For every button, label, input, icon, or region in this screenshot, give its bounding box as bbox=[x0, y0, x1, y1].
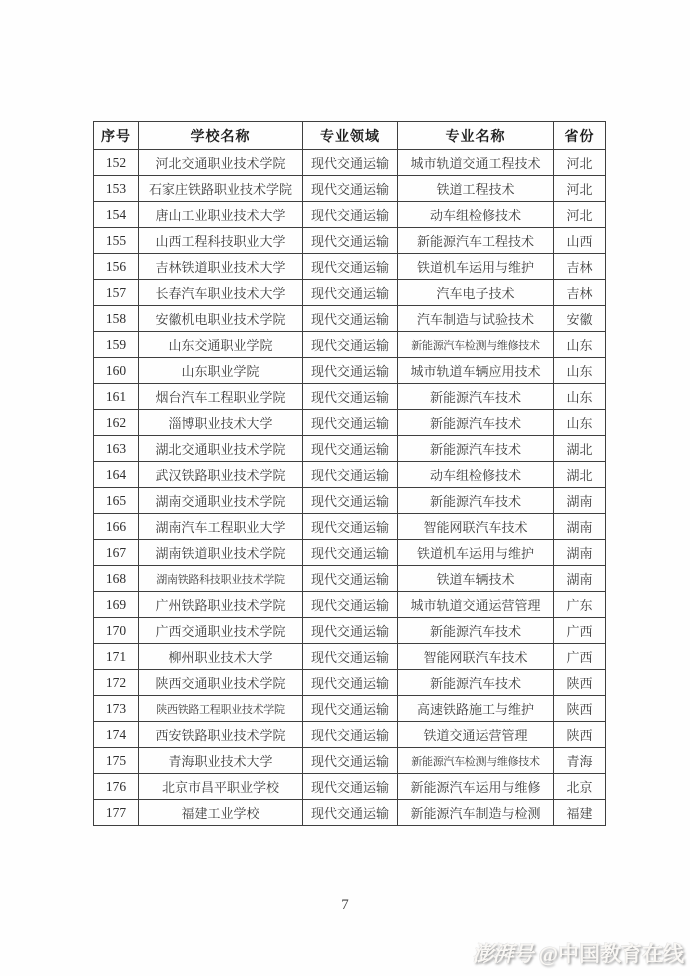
cell-field: 现代交通运输 bbox=[303, 384, 398, 410]
cell-school: 西安铁路职业技术学院 bbox=[139, 722, 303, 748]
cell-field: 现代交通运输 bbox=[303, 410, 398, 436]
cell-major: 新能源汽车技术 bbox=[398, 618, 554, 644]
cell-seq: 170 bbox=[94, 618, 139, 644]
page-number: 7 bbox=[341, 897, 349, 913]
cell-school: 吉林铁道职业技术大学 bbox=[139, 254, 303, 280]
cell-province: 陕西 bbox=[554, 696, 606, 722]
column-header-province: 省份 bbox=[554, 122, 606, 150]
cell-field: 现代交通运输 bbox=[303, 150, 398, 176]
table-row bbox=[94, 488, 606, 514]
cell-seq: 155 bbox=[94, 228, 139, 254]
column-header-school: 学校名称 bbox=[139, 122, 303, 150]
table-row bbox=[94, 514, 606, 540]
table-row bbox=[94, 462, 606, 488]
cell-province: 吉林 bbox=[554, 254, 606, 280]
cell-seq: 164 bbox=[94, 462, 139, 488]
cell-province: 河北 bbox=[554, 176, 606, 202]
cell-school: 湖北交通职业技术学院 bbox=[139, 436, 303, 462]
cell-seq: 157 bbox=[94, 280, 139, 306]
cell-province: 陕西 bbox=[554, 722, 606, 748]
cell-school: 长春汽车职业技术大学 bbox=[139, 280, 303, 306]
cell-school: 湖南铁道职业技术学院 bbox=[139, 540, 303, 566]
table-body bbox=[94, 150, 606, 826]
cell-major: 智能网联汽车技术 bbox=[398, 644, 554, 670]
cell-seq: 165 bbox=[94, 488, 139, 514]
cell-major: 动车组检修技术 bbox=[398, 462, 554, 488]
cell-major: 汽车制造与试验技术 bbox=[398, 306, 554, 332]
cell-school: 柳州职业技术大学 bbox=[139, 644, 303, 670]
cell-province: 湖南 bbox=[554, 488, 606, 514]
watermark-brand-logo: 澎湃号 bbox=[472, 942, 533, 966]
cell-field: 现代交通运输 bbox=[303, 618, 398, 644]
table-row bbox=[94, 722, 606, 748]
cell-school: 湖南铁路科技职业技术学院 bbox=[139, 566, 303, 592]
cell-province: 广东 bbox=[554, 592, 606, 618]
table-row bbox=[94, 618, 606, 644]
cell-school: 青海职业技术大学 bbox=[139, 748, 303, 774]
table-row bbox=[94, 150, 606, 176]
cell-major: 铁道车辆技术 bbox=[398, 566, 554, 592]
cell-seq: 158 bbox=[94, 306, 139, 332]
table-row bbox=[94, 644, 606, 670]
table-row bbox=[94, 176, 606, 202]
cell-seq: 159 bbox=[94, 332, 139, 358]
cell-school: 石家庄铁路职业技术学院 bbox=[139, 176, 303, 202]
cell-major: 新能源汽车运用与维修 bbox=[398, 774, 554, 800]
table-row bbox=[94, 332, 606, 358]
cell-province: 北京 bbox=[554, 774, 606, 800]
cell-seq: 163 bbox=[94, 436, 139, 462]
cell-school: 山西工程科技职业大学 bbox=[139, 228, 303, 254]
cell-seq: 173 bbox=[94, 696, 139, 722]
cell-seq: 153 bbox=[94, 176, 139, 202]
cell-seq: 154 bbox=[94, 202, 139, 228]
cell-field: 现代交通运输 bbox=[303, 774, 398, 800]
cell-seq: 156 bbox=[94, 254, 139, 280]
cell-school: 安徽机电职业技术学院 bbox=[139, 306, 303, 332]
cell-school: 山东交通职业学院 bbox=[139, 332, 303, 358]
cell-seq: 177 bbox=[94, 800, 139, 826]
watermark-account-label: @中国教育在线 bbox=[538, 942, 684, 966]
cell-seq: 162 bbox=[94, 410, 139, 436]
cell-school: 武汉铁路职业技术学院 bbox=[139, 462, 303, 488]
cell-major: 新能源汽车制造与检测 bbox=[398, 800, 554, 826]
cell-field: 现代交通运输 bbox=[303, 332, 398, 358]
cell-field: 现代交通运输 bbox=[303, 722, 398, 748]
cell-school: 唐山工业职业技术大学 bbox=[139, 202, 303, 228]
cell-field: 现代交通运输 bbox=[303, 280, 398, 306]
table-header-row bbox=[94, 122, 606, 150]
cell-seq: 171 bbox=[94, 644, 139, 670]
cell-province: 山西 bbox=[554, 228, 606, 254]
cell-province: 湖南 bbox=[554, 540, 606, 566]
cell-major: 智能网联汽车技术 bbox=[398, 514, 554, 540]
cell-province: 湖南 bbox=[554, 566, 606, 592]
cell-province: 山东 bbox=[554, 332, 606, 358]
cell-seq: 161 bbox=[94, 384, 139, 410]
column-header-seq: 序号 bbox=[94, 122, 139, 150]
table-row bbox=[94, 358, 606, 384]
cell-province: 青海 bbox=[554, 748, 606, 774]
cell-major: 新能源汽车技术 bbox=[398, 670, 554, 696]
cell-major: 高速铁路施工与维护 bbox=[398, 696, 554, 722]
cell-school: 山东职业学院 bbox=[139, 358, 303, 384]
cell-field: 现代交通运输 bbox=[303, 696, 398, 722]
cell-field: 现代交通运输 bbox=[303, 540, 398, 566]
cell-major: 城市轨道交通工程技术 bbox=[398, 150, 554, 176]
cell-province: 河北 bbox=[554, 150, 606, 176]
table-row bbox=[94, 254, 606, 280]
cell-province: 湖北 bbox=[554, 462, 606, 488]
cell-school: 烟台汽车工程职业学院 bbox=[139, 384, 303, 410]
cell-seq: 169 bbox=[94, 592, 139, 618]
cell-province: 湖北 bbox=[554, 436, 606, 462]
cell-seq: 152 bbox=[94, 150, 139, 176]
cell-province: 湖南 bbox=[554, 514, 606, 540]
cell-major: 新能源汽车技术 bbox=[398, 436, 554, 462]
cell-major: 铁道工程技术 bbox=[398, 176, 554, 202]
cell-major: 新能源汽车检测与维修技术 bbox=[398, 748, 554, 774]
cell-field: 现代交通运输 bbox=[303, 462, 398, 488]
table-row bbox=[94, 748, 606, 774]
cell-field: 现代交通运输 bbox=[303, 592, 398, 618]
table-row bbox=[94, 774, 606, 800]
cell-field: 现代交通运输 bbox=[303, 800, 398, 826]
cell-school: 河北交通职业技术学院 bbox=[139, 150, 303, 176]
cell-school: 广西交通职业技术学院 bbox=[139, 618, 303, 644]
cell-seq: 172 bbox=[94, 670, 139, 696]
cell-province: 福建 bbox=[554, 800, 606, 826]
cell-major: 城市轨道车辆应用技术 bbox=[398, 358, 554, 384]
cell-school: 陕西交通职业技术学院 bbox=[139, 670, 303, 696]
cell-major: 汽车电子技术 bbox=[398, 280, 554, 306]
cell-field: 现代交通运输 bbox=[303, 488, 398, 514]
cell-province: 山东 bbox=[554, 410, 606, 436]
cell-seq: 166 bbox=[94, 514, 139, 540]
cell-field: 现代交通运输 bbox=[303, 254, 398, 280]
cell-seq: 160 bbox=[94, 358, 139, 384]
table-row bbox=[94, 540, 606, 566]
cell-field: 现代交通运输 bbox=[303, 670, 398, 696]
cell-field: 现代交通运输 bbox=[303, 228, 398, 254]
cell-school: 湖南汽车工程职业大学 bbox=[139, 514, 303, 540]
table-row bbox=[94, 410, 606, 436]
column-header-field: 专业领域 bbox=[303, 122, 398, 150]
cell-province: 吉林 bbox=[554, 280, 606, 306]
cell-field: 现代交通运输 bbox=[303, 566, 398, 592]
cell-major: 铁道交通运营管理 bbox=[398, 722, 554, 748]
cell-major: 新能源汽车技术 bbox=[398, 410, 554, 436]
cell-major: 铁道机车运用与维护 bbox=[398, 254, 554, 280]
cell-school: 淄博职业技术大学 bbox=[139, 410, 303, 436]
table-row bbox=[94, 280, 606, 306]
table-row bbox=[94, 436, 606, 462]
cell-school: 湖南交通职业技术学院 bbox=[139, 488, 303, 514]
cell-field: 现代交通运输 bbox=[303, 306, 398, 332]
cell-province: 安徽 bbox=[554, 306, 606, 332]
cell-school: 福建工业学校 bbox=[139, 800, 303, 826]
cell-province: 广西 bbox=[554, 644, 606, 670]
cell-seq: 175 bbox=[94, 748, 139, 774]
cell-province: 河北 bbox=[554, 202, 606, 228]
table-row bbox=[94, 384, 606, 410]
cell-seq: 168 bbox=[94, 566, 139, 592]
cell-major: 新能源汽车检测与维修技术 bbox=[398, 332, 554, 358]
cell-major: 新能源汽车工程技术 bbox=[398, 228, 554, 254]
cell-major: 新能源汽车技术 bbox=[398, 488, 554, 514]
cell-province: 山东 bbox=[554, 358, 606, 384]
cell-seq: 167 bbox=[94, 540, 139, 566]
cell-field: 现代交通运输 bbox=[303, 644, 398, 670]
cell-field: 现代交通运输 bbox=[303, 514, 398, 540]
table-row bbox=[94, 800, 606, 826]
cell-field: 现代交通运输 bbox=[303, 436, 398, 462]
table-row bbox=[94, 306, 606, 332]
table-row bbox=[94, 228, 606, 254]
cell-province: 山东 bbox=[554, 384, 606, 410]
watermark bbox=[472, 938, 684, 968]
cell-field: 现代交通运输 bbox=[303, 748, 398, 774]
cell-school: 北京市昌平职业学校 bbox=[139, 774, 303, 800]
cell-seq: 176 bbox=[94, 774, 139, 800]
table-row bbox=[94, 670, 606, 696]
table-row bbox=[94, 592, 606, 618]
school-majors-table bbox=[93, 121, 606, 826]
cell-school: 陕西铁路工程职业技术学院 bbox=[139, 696, 303, 722]
table-row bbox=[94, 566, 606, 592]
cell-major: 城市轨道交通运营管理 bbox=[398, 592, 554, 618]
cell-school: 广州铁路职业技术学院 bbox=[139, 592, 303, 618]
cell-field: 现代交通运输 bbox=[303, 176, 398, 202]
table-row bbox=[94, 202, 606, 228]
cell-major: 新能源汽车技术 bbox=[398, 384, 554, 410]
table-row bbox=[94, 696, 606, 722]
cell-field: 现代交通运输 bbox=[303, 358, 398, 384]
cell-major: 铁道机车运用与维护 bbox=[398, 540, 554, 566]
cell-province: 广西 bbox=[554, 618, 606, 644]
cell-major: 动车组检修技术 bbox=[398, 202, 554, 228]
cell-field: 现代交通运输 bbox=[303, 202, 398, 228]
cell-seq: 174 bbox=[94, 722, 139, 748]
column-header-major: 专业名称 bbox=[398, 122, 554, 150]
cell-province: 陕西 bbox=[554, 670, 606, 696]
